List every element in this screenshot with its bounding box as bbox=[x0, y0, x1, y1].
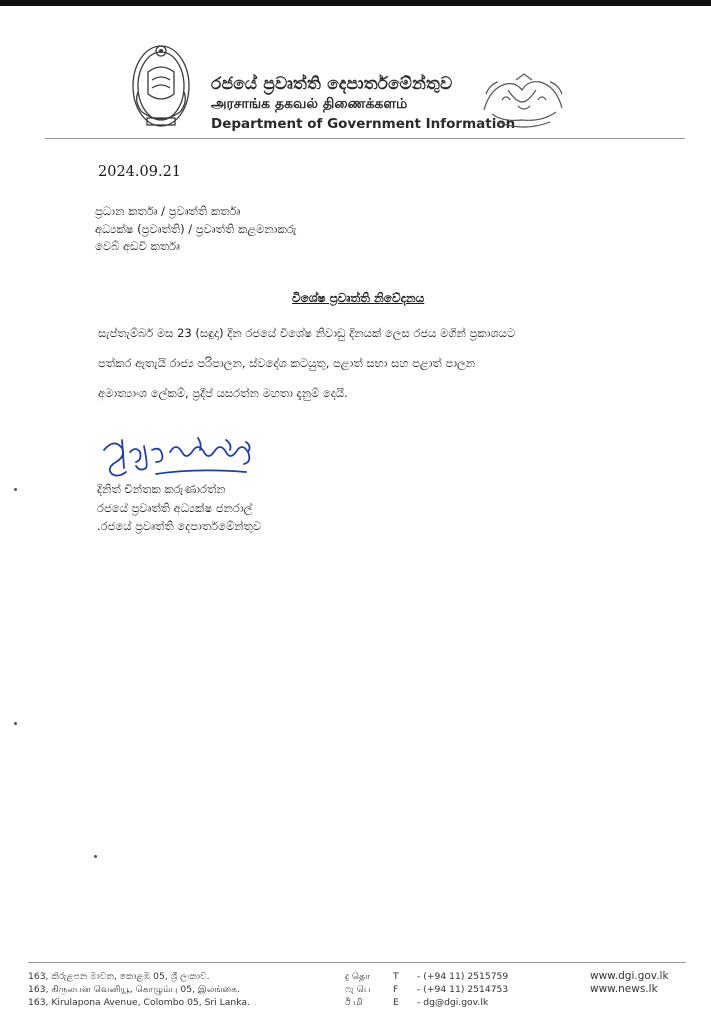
footer-address bbox=[28, 970, 250, 1009]
department-logo-icon bbox=[478, 70, 570, 132]
fax-contact: ෆැ பெ F - (+94 11) 2514753 bbox=[345, 984, 509, 995]
notice-body bbox=[98, 318, 673, 408]
address-line: 163, Kirulapona Avenue, Colombo 05, Sri Lanka. bbox=[28, 997, 250, 1008]
website-link: www.news.lk bbox=[590, 983, 658, 995]
department-name-tamil: அரசாங்க தகவல் திணைக்களம் bbox=[211, 96, 408, 112]
recipient-line: අධ්‍යක්ෂ (ප්‍රවෘත්ති) / ප්‍රවෘත්ති කළමනාකරු bbox=[95, 221, 297, 236]
department-name-english: Department of Government Information bbox=[211, 116, 516, 132]
signer-block bbox=[97, 480, 261, 536]
sri-lanka-emblem-icon bbox=[130, 42, 192, 132]
scan-speck bbox=[14, 488, 17, 491]
recipient-list bbox=[95, 203, 296, 256]
phone-contact: දු தொ T - (+94 11) 2515759 bbox=[345, 971, 509, 982]
body-line: අමාත්‍යාංශ ලේකම්, ප්‍රදීප් යසරත්න මහතා දැනුම් දෙයි. bbox=[98, 386, 348, 400]
recipient-line: ප්‍රධාන කර්තෘ / ප්‍රවෘත්ති කර්තෘ bbox=[95, 204, 241, 218]
signer-name: දිනිත් චින්තක කරුණාරත්න bbox=[97, 482, 226, 496]
address-line: 163, கிருலபன வெனியூ, கொழும்பு 05, இலங்கை. bbox=[28, 984, 241, 995]
body-line: පත්කර ඇතැයි රාජ්‍ය පරිපාලන, ස්වදේශ කටයුතු, පළාත් සභා සහ පළාත් පාලන bbox=[98, 356, 476, 370]
recipient-line: වෙබ් අඩවි කර්තෘ bbox=[95, 239, 180, 253]
signer-title: රජයේ ප්‍රවෘත්ති අධ්‍යක්ෂ ජනරාල් bbox=[97, 500, 253, 515]
footer-divider bbox=[28, 962, 686, 963]
top-scan-border bbox=[0, 0, 711, 6]
signer-department: .රජයේ ප්‍රවෘත්ති දෙපාර්තමේන්තුව bbox=[97, 519, 262, 533]
email-contact: ඊ மி E - dg@dgi.gov.lk bbox=[345, 997, 489, 1008]
body-line: සැප්තැම්බර් මස 23 (සඳුදා) දින රජයේ විශේෂ නිවාඩු දිනයක් ලෙස රජය මගින් ප්‍රකාශයට bbox=[98, 326, 516, 340]
notice-title: විශේෂ ප්‍රවෘත්ති නිවේදනය bbox=[292, 291, 425, 305]
scan-speck bbox=[14, 722, 17, 725]
address-line: 163, කිරුළපන මාවත, කොළඹ 05, ශ්‍රී ලංකාව. bbox=[28, 971, 210, 982]
department-heading bbox=[211, 74, 515, 133]
header-divider bbox=[45, 138, 685, 139]
website-link: www.dgi.gov.lk bbox=[590, 970, 669, 982]
footer-contacts bbox=[345, 970, 508, 1009]
scan-speck bbox=[94, 855, 97, 858]
footer-websites bbox=[590, 970, 669, 996]
letter-date: 2024.09.21 bbox=[98, 164, 182, 180]
department-name-sinhala: රජයේ ප්‍රවෘත්ති දෙපාර්තමේන්තුව bbox=[211, 74, 453, 94]
